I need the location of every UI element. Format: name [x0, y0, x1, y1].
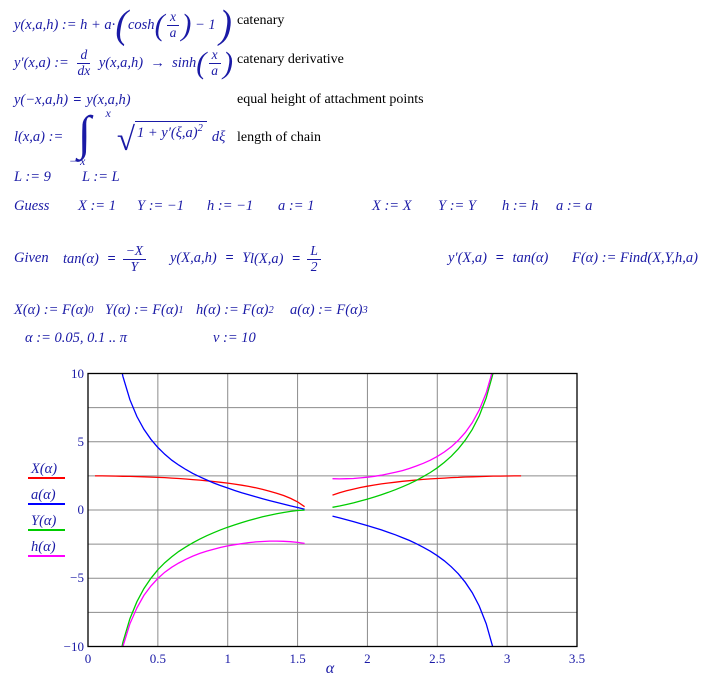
denominator: dx: [77, 62, 91, 78]
constraint-slope-rhs: tan(α): [508, 250, 549, 266]
radicand: 1 + y′(ξ,a): [137, 124, 198, 141]
constraint-tan-lhs: tan(α): [63, 250, 103, 267]
trace-Y(α): [95, 0, 521, 694]
redef-Y[interactable]: Y := Y: [438, 198, 476, 214]
def-L-value[interactable]: L := 9: [14, 169, 51, 185]
close-paren: ): [223, 46, 234, 80]
trace-a(α): [95, 0, 521, 694]
legend-line-1: [28, 477, 65, 479]
cosh-function: cosh: [127, 16, 155, 33]
constraint-height-rhs: Y: [238, 250, 251, 266]
eq-symmetry-rhs: y(x,a,h): [86, 91, 131, 108]
trace-X(α): [95, 476, 521, 507]
eq-catenary-lead: y(x,a,h) := h + a·: [14, 16, 116, 33]
subscript: 3: [362, 305, 368, 316]
x-tick-label: 1: [224, 651, 231, 666]
integral-differential: dξ: [211, 128, 226, 145]
constraint-slope-lhs: y′(X,a): [448, 250, 491, 266]
legend-label-2: a(α): [31, 487, 56, 503]
close-paren: ): [219, 2, 232, 47]
x-tick-label: 0.5: [149, 651, 166, 666]
def-base: X(α) := F(α): [14, 302, 89, 318]
def-find[interactable]: F(α) := Find(X,Y,h,a): [572, 250, 698, 266]
eq-symmetry-lhs: y(−x,a,h): [14, 91, 69, 108]
guess-h[interactable]: h := −1: [207, 198, 254, 214]
subscript: 0: [88, 305, 94, 316]
redef-X[interactable]: X := X: [372, 198, 412, 214]
numerator: x: [167, 10, 179, 26]
numerator: x: [209, 48, 221, 64]
eq-derivative-mid: y(x,a,h) → sinh: [95, 54, 197, 71]
eq-length-lhs: l(x,a) :=: [14, 128, 67, 145]
constraint-height-lhs: y(X,a,h): [170, 250, 221, 266]
eq-derivative-lhs: y′(x,a) :=: [14, 54, 73, 71]
open-paren: (: [115, 2, 128, 47]
exponent: 2: [197, 122, 203, 134]
redef-a[interactable]: a := a: [556, 198, 593, 214]
boolean-equals: =: [73, 91, 82, 108]
denominator: 2: [310, 258, 318, 274]
legend-label-4: h(α): [31, 539, 56, 555]
radical-sign: √: [116, 121, 135, 158]
denominator: Y: [130, 258, 139, 274]
x-tick-label: 2.5: [429, 651, 446, 666]
guess-Y[interactable]: Y := −1: [137, 198, 184, 214]
eq-catenary-tail: − 1: [191, 16, 220, 33]
legend-line-2: [28, 503, 65, 505]
close-paren: ): [181, 8, 192, 42]
open-paren: (: [154, 8, 165, 42]
trace-h(α): [95, 0, 521, 694]
x-tick-label: 2: [364, 651, 371, 666]
def-base: h(α) := F(α): [196, 302, 269, 318]
label-length-of-chain: length of chain: [237, 130, 321, 145]
given-word[interactable]: Given: [14, 250, 49, 266]
boolean-equals: =: [495, 250, 504, 266]
numerator: −X: [123, 244, 146, 260]
boolean-equals: =: [225, 250, 234, 266]
open-paren: (: [196, 46, 207, 80]
x-tick-label: 0: [84, 651, 92, 666]
label-equal-height: equal height of attachment points: [237, 92, 424, 107]
y-tick-label: −5: [70, 570, 84, 586]
def-alpha-range[interactable]: α := 0.05, 0.1 .. π: [25, 330, 127, 346]
x-axis-title: α: [325, 660, 335, 677]
boolean-equals: =: [107, 250, 116, 267]
constraint-length-lhs: l(X,a): [250, 250, 288, 267]
redef-h[interactable]: h := h: [502, 198, 539, 214]
numerator: L: [307, 244, 321, 260]
x-tick-label: 3: [503, 651, 511, 666]
def-base: a(α) := F(α): [290, 302, 363, 318]
x-tick-label: 1.5: [289, 651, 306, 666]
y-tick-label: 10: [71, 365, 84, 381]
label-catenary-derivative: catenary derivative: [237, 52, 344, 67]
y-tick-label: −10: [63, 638, 84, 654]
boolean-equals: =: [292, 250, 301, 267]
def-L-reassign[interactable]: L := L: [82, 169, 120, 185]
legend-line-3: [28, 529, 65, 531]
y-tick-label: 5: [77, 433, 84, 449]
def-base: Y(α) := F(α): [105, 302, 179, 318]
legend-label-1: X(α): [31, 461, 58, 477]
guess-word[interactable]: Guess: [14, 198, 50, 214]
y-tick-label: 0: [77, 502, 84, 517]
guess-X[interactable]: X := 1: [78, 198, 116, 214]
legend-line-4: [28, 555, 65, 557]
denominator: a: [211, 62, 219, 78]
guess-a[interactable]: a := 1: [278, 198, 315, 214]
subscript: 1: [178, 305, 184, 316]
numerator: d: [77, 48, 90, 64]
integral-sign: ∫: [77, 107, 92, 160]
integral-lower-limit: − x: [68, 154, 86, 168]
integral-upper-limit: x: [105, 106, 111, 120]
label-catenary: catenary: [237, 13, 285, 28]
legend-label-3: Y(α): [31, 513, 57, 529]
def-v[interactable]: v := 10: [213, 330, 256, 346]
subscript: 2: [268, 305, 274, 316]
denominator: a: [169, 24, 177, 40]
x-tick-label: 3.5: [568, 651, 586, 666]
